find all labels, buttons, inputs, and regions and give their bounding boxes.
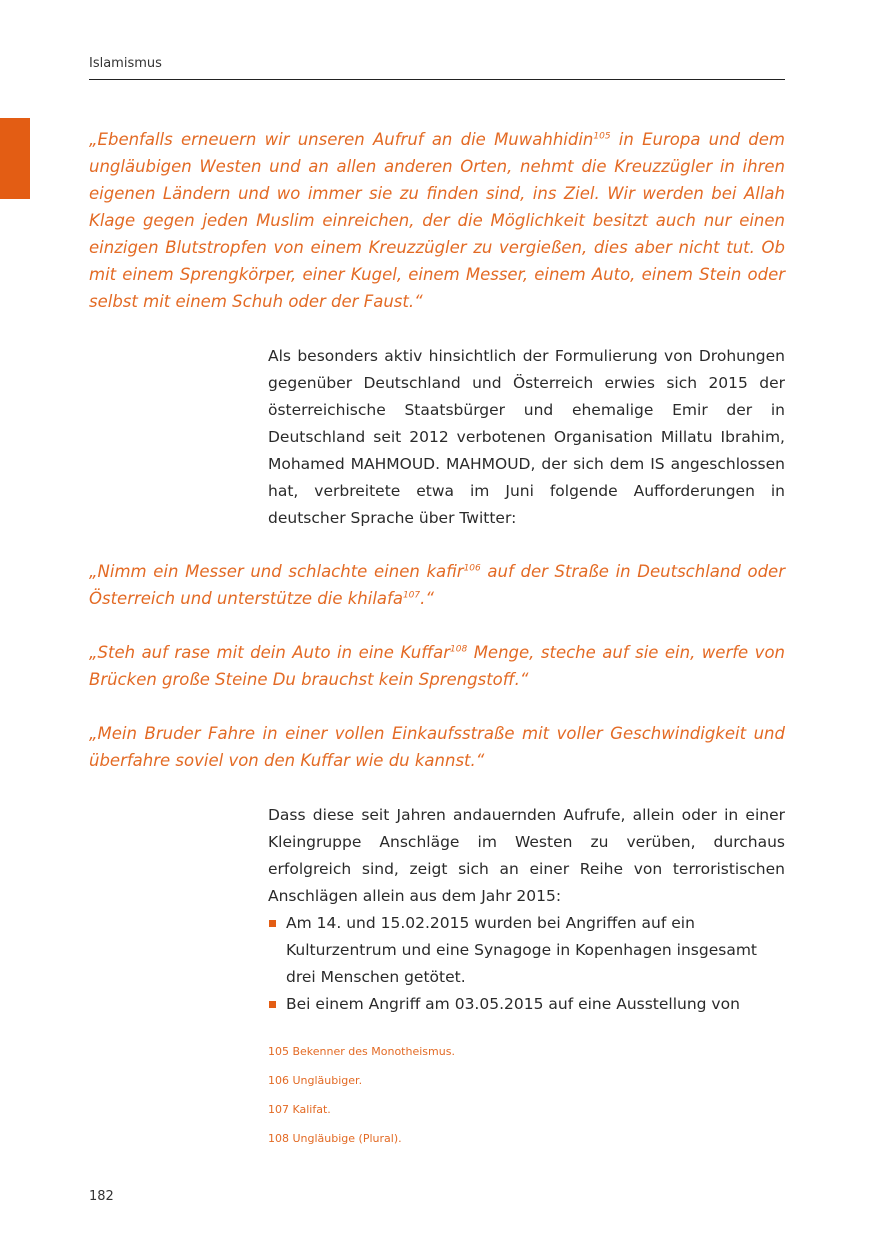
- quote-block: „Mein Bruder Fahre in einer vollen Einkaufsstraße mit voller Geschwindigkeit und überfahre soviel von den Kuffar wie du kannst.“: [89, 724, 785, 770]
- quote-block: [89, 126, 785, 315]
- quote-text: .“: [420, 589, 434, 608]
- quote-text: „Ebenfalls erneuern wir unseren Aufruf an die Muwahhidin: [89, 130, 594, 149]
- footnote: 105 Bekenner des Monotheismus.: [268, 1045, 455, 1058]
- square-bullet-icon: [269, 1001, 276, 1008]
- quote-block: [89, 558, 785, 612]
- quote-text: in Europa und dem ungläubigen Westen und an allen anderen Orten, nehmt die Kreuzzügler in ihren eigenen Ländern und wo immer sie zu finden sind, ins Ziel. Wir werden bei Allah Klage gegen jeden Muslim einreichen, der die Möglichkeit besitzt auch nur einen einzigen Blutstropfen von einem Kreuzzügler zu vergießen, dies aber nicht tut. Ob mit einem Sprengkörper, einer Kugel, einem Messer, einem Auto, einem Stein oder selbst mit einem Schuh oder der Faust.“: [89, 130, 785, 311]
- list-item: [268, 910, 785, 991]
- footnote-ref[interactable]: 106: [463, 563, 481, 574]
- footnote: 107 Kalifat.: [268, 1103, 331, 1116]
- list-item-text: Am 14. und 15.02.2015 wurden bei Angriffen auf ein Kulturzentrum und eine Synagoge in Kopenhagen insgesamt drei Menschen getötet.: [286, 914, 758, 986]
- quote-text: „Nimm ein Messer und schlachte einen kafir: [89, 562, 464, 581]
- quote-text: „Steh auf rase mit dein Auto in eine Kuffar: [89, 643, 451, 662]
- footnote-ref[interactable]: 107: [402, 590, 421, 601]
- chapter-side-tab: [0, 118, 30, 199]
- footnote: 108 Ungläubige (Plural).: [268, 1132, 402, 1145]
- footnotes: [268, 1044, 785, 1160]
- running-header-title: Islamismus: [89, 56, 162, 71]
- quote-block: [89, 639, 785, 693]
- body-paragraph: Dass diese seit Jahren andauernden Aufrufe, allein oder in einer Kleingruppe Anschläge im Westen zu verüben, durchaus erfolgreich sind, zeigt sich an einer Reihe von terroristischen Anschlägen allein aus dem Jahr 2015:: [268, 806, 785, 905]
- footnote-ref[interactable]: 108: [450, 644, 468, 655]
- header-rule: [89, 79, 785, 80]
- footnote: 106 Ungläubiger.: [268, 1074, 363, 1087]
- quote-text: auf der Straße in Deutschland oder Österreich und unterstütze die khilafa: [89, 562, 785, 608]
- footnote-ref[interactable]: 105: [593, 131, 611, 142]
- list-item-text: Bei einem Angriff am 03.05.2015 auf eine Ausstellung von: [286, 995, 740, 1013]
- quote-text: Menge, steche auf sie ein, werfe von Brücken große Steine Du brauchst kein Sprengstoff.“: [89, 643, 785, 689]
- page-number: 182: [89, 1189, 114, 1204]
- bullet-list: [268, 910, 785, 1018]
- list-item: [268, 991, 785, 1018]
- body-paragraph: Als besonders aktiv hinsichtlich der Formulierung von Drohungen gegenüber Deutschland und Österreich erwies sich 2015 der österreichische Staatsbürger und ehemalige Emir der in Deutschland seit 2012 verbotenen Organisation Millatu Ibrahim, Mohamed MAHMOUD. MAHMOUD, der sich dem IS angeschlossen hat, verbreitete etwa im Juni folgende Aufforderungen in deutscher Sprache über Twitter:: [268, 347, 785, 527]
- square-bullet-icon: [269, 920, 276, 927]
